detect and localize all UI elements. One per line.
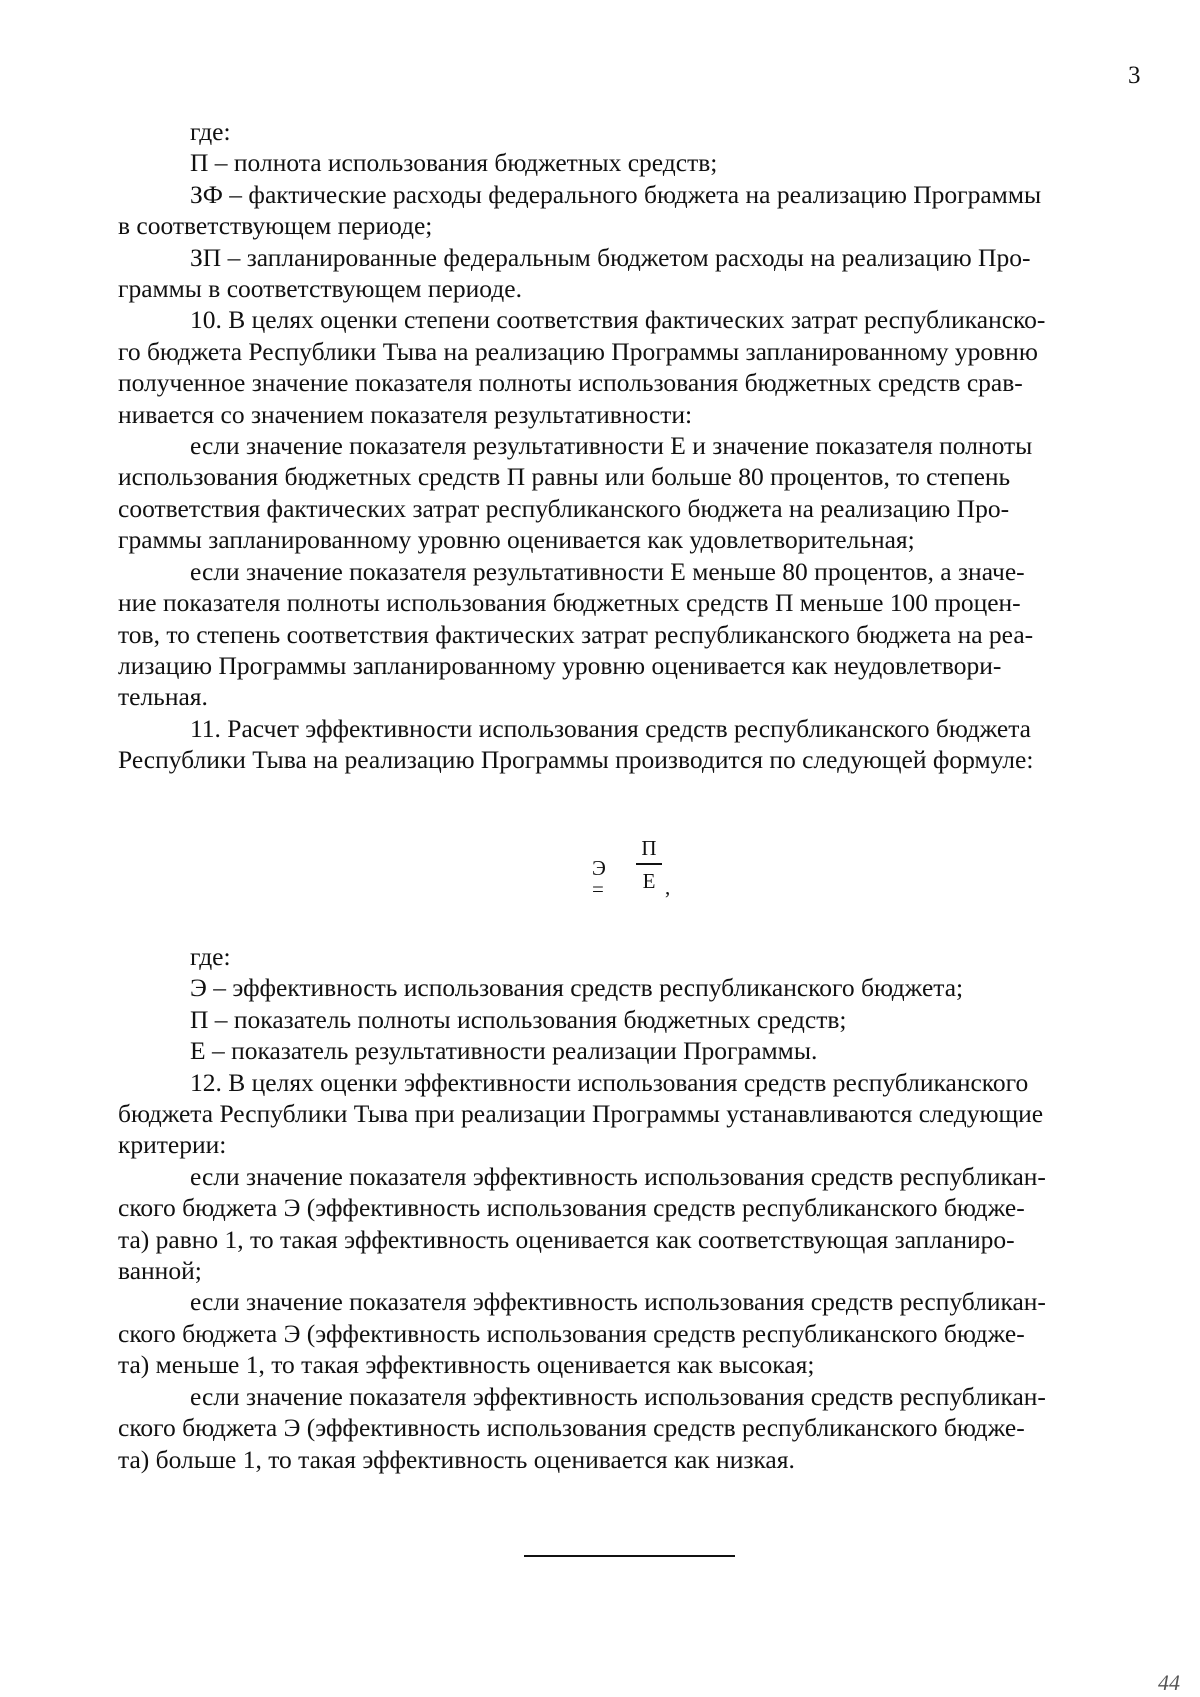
paragraph-10-line-3: полученное значение показателя полноты использования бюджетных средств срав- xyxy=(118,368,1023,398)
paragraph-12-line-3: критерии: xyxy=(118,1130,227,1160)
condition-satisfactory-line-4: граммы запланированному уровню оценивается как удовлетворительная; xyxy=(118,525,915,555)
formula-numerator: П xyxy=(641,836,657,860)
definition-zf-line-1: ЗФ – фактические расходы федерального бюджета на реализацию Программы xyxy=(190,179,1042,209)
paragraph-12 xyxy=(118,1067,1146,1161)
criterion-low-line-3: та) больше 1, то такая эффективность оценивается как низкая. xyxy=(118,1444,795,1474)
formula-comma: , xyxy=(665,875,671,899)
upper-text-block xyxy=(118,116,1146,776)
paragraph-10-line-1: 10. В целях оценки степени соответствия фактических затрат республиканско- xyxy=(190,305,1046,335)
definition-zf-line-2: в соответствующем периоде; xyxy=(118,211,433,241)
definition-zp xyxy=(118,242,1146,305)
condition-unsatisfactory-line-4: лизацию Программы запланированному уровню оценивается как неудовлетвори- xyxy=(118,650,1002,680)
paragraph-12-line-2: бюджета Республики Тыва при реализации Программы устанавливаются следующие xyxy=(118,1099,1044,1129)
criterion-equal xyxy=(118,1161,1146,1287)
condition-satisfactory xyxy=(118,430,1146,556)
condition-unsatisfactory-line-5: тельная. xyxy=(118,682,208,712)
where-label: где: xyxy=(190,117,231,146)
formula-fraction xyxy=(636,838,662,892)
paragraph-11-line-2: Республики Тыва на реализацию Программы производится по следующей формуле: xyxy=(118,745,1034,775)
definition-e: Э – эффективность использования средств республиканского бюджета; xyxy=(190,973,964,1003)
paragraph-10-line-4: нивается со значением показателя результативности: xyxy=(118,399,693,429)
condition-satisfactory-line-3: соответствия фактических затрат республиканского бюджета на реализацию Про- xyxy=(118,493,1010,523)
definition-p-2: П – показатель полноты использования бюджетных средств; xyxy=(190,1004,847,1034)
paragraph-10-line-2: го бюджета Республики Тыва на реализацию Программы запланированному уровню xyxy=(118,336,1038,366)
definition-zp-line-1: ЗП – запланированные федеральным бюджетом расходы на реализацию Про- xyxy=(190,242,1031,272)
paragraph-11 xyxy=(118,713,1146,776)
where-label-2: где: xyxy=(190,942,231,971)
paragraph-10 xyxy=(118,304,1146,430)
criterion-high-line-2: ского бюджета Э (эффективность использования средств республиканского бюдже- xyxy=(118,1318,1025,1348)
criterion-high-line-3: та) меньше 1, то такая эффективность оценивается как высокая; xyxy=(118,1350,815,1380)
criterion-equal-line-2: ского бюджета Э (эффективность использования средств республиканского бюдже- xyxy=(118,1193,1025,1223)
formula-denominator: Е xyxy=(642,868,656,893)
paragraph-11-line-1: 11. Расчет эффективности использования средств республиканского бюджета xyxy=(190,713,1032,743)
condition-unsatisfactory-line-2: ние показателя полноты использования бюджетных средств П меньше 100 процен- xyxy=(118,588,1021,618)
definition-result: Е – показатель результативности реализации Программы. xyxy=(190,1036,818,1066)
paragraph-12-line-1: 12. В целях оценки эффективности использования средств республиканского xyxy=(190,1067,1029,1097)
definition-zp-line-2: граммы в соответствующем периоде. xyxy=(118,274,522,304)
definition-p: П – полнота использования бюджетных средств; xyxy=(190,148,718,178)
lower-text-block xyxy=(118,941,1146,1475)
criterion-high xyxy=(118,1286,1146,1380)
condition-unsatisfactory-line-3: тов, то степень соответствия фактических затрат республиканского бюджета на реа- xyxy=(118,619,1034,649)
criterion-equal-line-4: ванной; xyxy=(118,1256,202,1286)
handwritten-mark: 44 xyxy=(1158,1670,1180,1695)
condition-unsatisfactory-line-1: если значение показателя результативности Е меньше 80 процентов, а значе- xyxy=(190,556,1025,586)
page-number: 3 xyxy=(1128,62,1141,89)
condition-satisfactory-line-2: использования бюджетных средств П равны или больше 80 процентов, то степень xyxy=(118,462,1011,492)
criterion-low xyxy=(118,1381,1146,1475)
formula-lhs: Э = xyxy=(592,856,606,901)
definition-zf xyxy=(118,179,1146,242)
criterion-low-line-1: если значение показателя эффективность использования средств республикан- xyxy=(190,1381,1046,1411)
condition-satisfactory-line-1: если значение показателя результативности Е и значение показателя полноты xyxy=(190,431,1033,461)
criterion-equal-line-3: та) равно 1, то такая эффективность оценивается как соответствующая запланиро- xyxy=(118,1224,1015,1254)
criterion-low-line-2: ского бюджета Э (эффективность использования средств республиканского бюдже- xyxy=(118,1413,1025,1443)
criterion-equal-line-1: если значение показателя эффективность использования средств республикан- xyxy=(190,1161,1046,1191)
end-of-document-rule xyxy=(524,1555,735,1557)
condition-unsatisfactory xyxy=(118,556,1146,713)
criterion-high-line-1: если значение показателя эффективность использования средств республикан- xyxy=(190,1287,1046,1317)
